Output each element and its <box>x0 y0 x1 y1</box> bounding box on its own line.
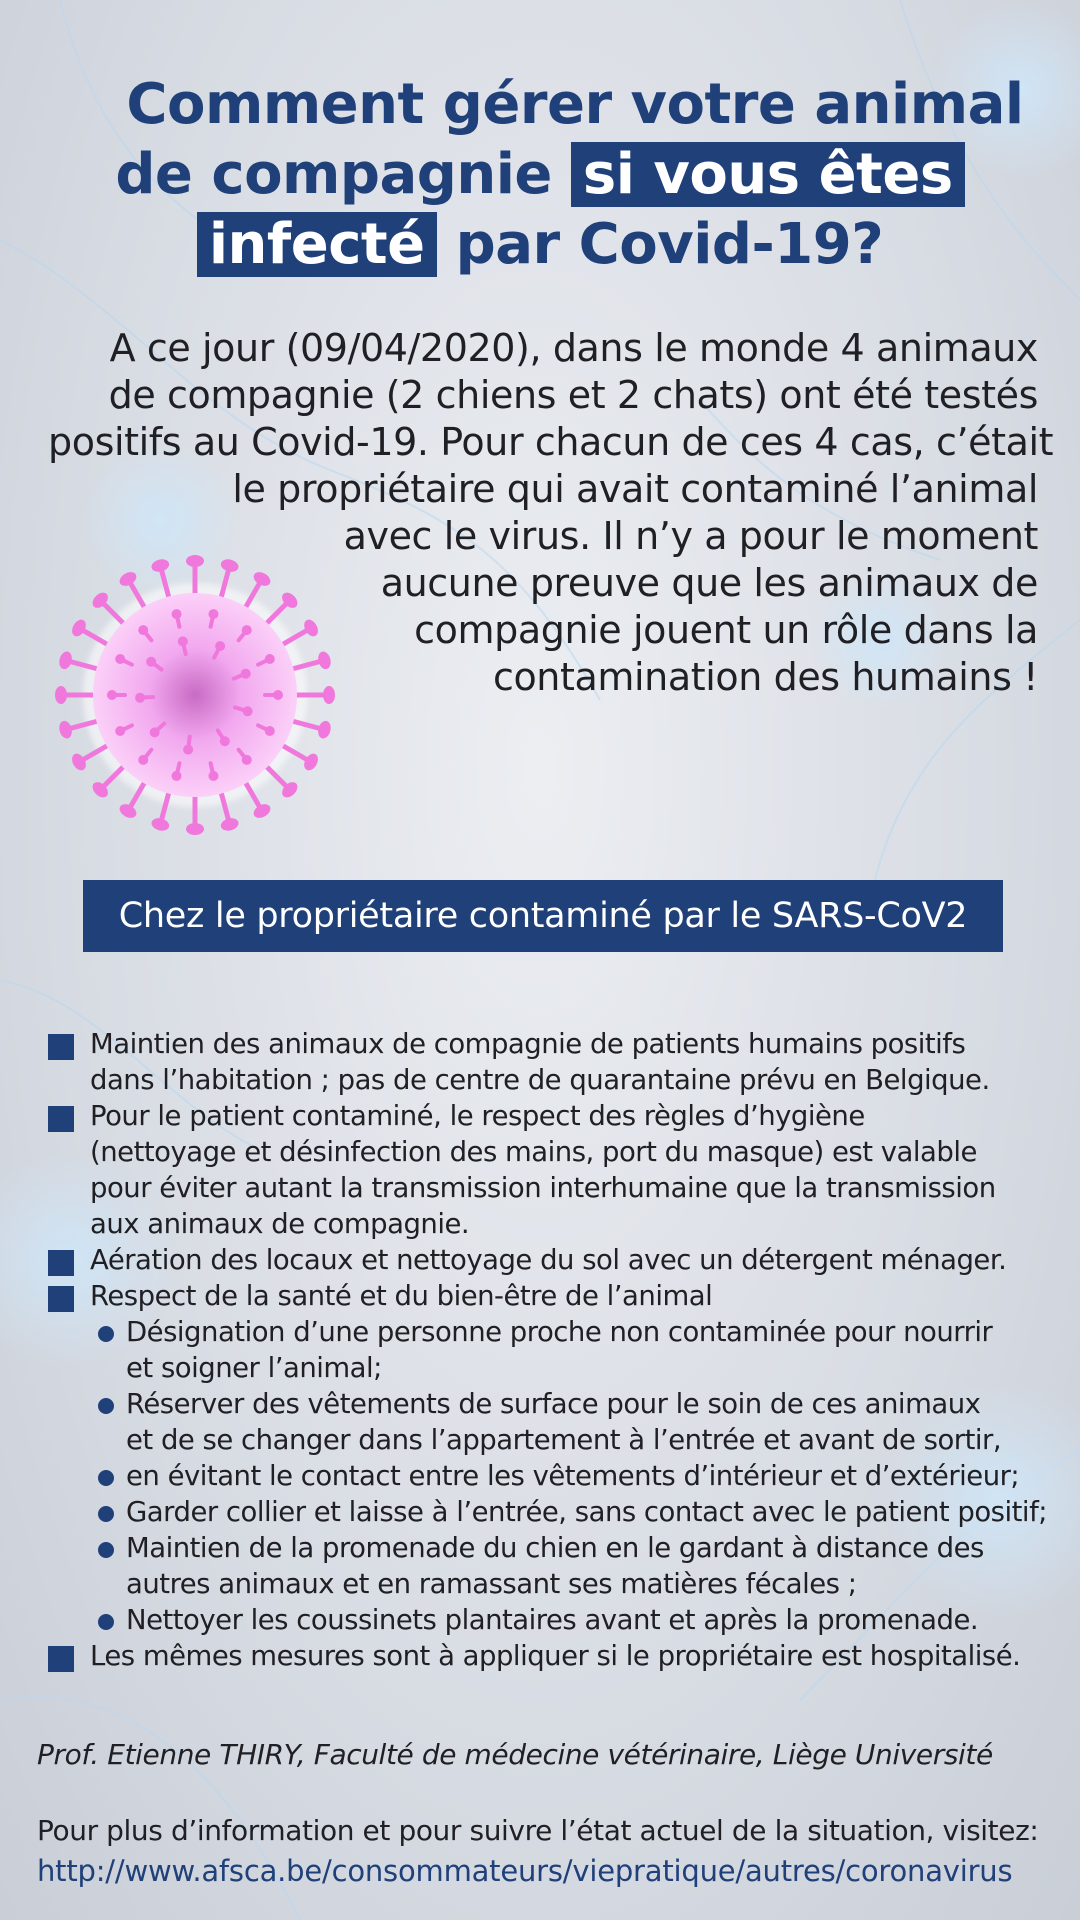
sub-measure-item <box>48 1602 1068 1638</box>
virus-spike-tip <box>316 650 332 670</box>
measure-text: aux animaux de compagnie. <box>90 1208 470 1240</box>
sub-measure-item <box>48 1458 1068 1494</box>
measure-text: Les mêmes mesures sont à appliquer si le propriétaire est hospitalisé. <box>90 1640 1021 1672</box>
title-line-1: Comment gérer votre animal <box>126 72 1024 137</box>
title-highlight-1: si vous êtes <box>571 142 965 207</box>
measure-text: pour éviter autant la transmission interhumaine que la transmission <box>90 1172 996 1204</box>
virus-spike-tip <box>219 557 239 573</box>
measure-text: Pour le patient contaminé, le respect des règles d’hygiène <box>90 1100 865 1132</box>
round-bullet-icon <box>98 1614 114 1630</box>
virus-spike-tip <box>150 557 170 573</box>
virus-spike-tip <box>150 816 170 832</box>
round-bullet-icon <box>98 1506 114 1522</box>
sub-measure-text: et de se changer dans l’appartement à l’entrée et avant de sortir, <box>126 1424 1002 1456</box>
more-info-text: Pour plus d’information et pour suivre l’état actuel de la situation, visitez: <box>37 1814 1039 1847</box>
virus-spike-tip <box>323 686 335 704</box>
virus-spike-tip <box>57 650 73 670</box>
virus-inner-nub <box>172 771 182 781</box>
virus-inner-nub <box>241 669 251 679</box>
virus-inner-nub <box>243 706 253 716</box>
virus-inner-nub <box>172 609 182 619</box>
square-bullet-icon <box>48 1106 74 1132</box>
intro-line: compagnie jouent un rôle dans la <box>414 608 1038 652</box>
virus-spike-tip <box>55 686 67 704</box>
virus-inner-nub <box>107 690 117 700</box>
sub-measure-item <box>48 1314 1068 1386</box>
sub-measure-text: en évitant le contact entre les vêtements d’intérieur et d’extérieur; <box>126 1460 1020 1492</box>
sub-measure-item <box>48 1386 1068 1458</box>
intro-line: de compagnie (2 chiens et 2 chats) ont été testés <box>108 373 1038 417</box>
title-line-3 <box>40 210 1040 280</box>
virus-inner-nub <box>183 745 193 755</box>
title-line-2-plain: de compagnie <box>115 142 552 207</box>
virus-inner-nub <box>146 657 156 667</box>
virus-inner-nub <box>150 727 160 737</box>
virus-spike-tip <box>316 719 332 739</box>
virus-inner-nub <box>265 654 275 664</box>
sub-measure-text: Désignation d’une personne proche non contaminée pour nourrir <box>126 1316 993 1348</box>
virus-inner-nub <box>220 736 230 746</box>
intro-line: aucune preuve que les animaux de <box>380 561 1038 605</box>
virus-inner-nub <box>242 755 252 765</box>
virus-spike-tip <box>117 569 139 588</box>
measure-item <box>48 1242 1068 1278</box>
title-line-3-plain: par Covid-19? <box>455 212 884 277</box>
sub-measure-text: Réserver des vêtements de surface pour le soin de ces animaux <box>126 1388 981 1420</box>
intro-line: A ce jour (09/04/2020), dans le monde 4 animaux <box>109 326 1038 370</box>
square-bullet-icon <box>48 1286 74 1312</box>
square-bullet-icon <box>48 1034 74 1060</box>
virus-spike-tip <box>301 617 320 639</box>
page-title <box>40 70 1040 280</box>
virus-inner-nub <box>215 641 225 651</box>
measure-item <box>48 1026 1068 1098</box>
coronavirus-icon <box>40 540 350 850</box>
measure-text: Respect de la santé et du bien-être de l’animal <box>90 1280 713 1312</box>
square-bullet-icon <box>48 1646 74 1672</box>
sub-measure-text: Garder collier et laisse à l’entrée, sans contact avec le patient positif; <box>126 1496 1048 1528</box>
virus-spike-tip <box>301 751 320 773</box>
virus-inner-nub <box>265 726 275 736</box>
virus-inner-nub <box>135 693 145 703</box>
sub-measure-text: autres animaux et en ramassant ses matières fécales ; <box>126 1568 857 1600</box>
measure-item <box>48 1278 1068 1314</box>
measures-list <box>48 1026 1068 1674</box>
virus-inner-nub <box>273 690 283 700</box>
virus-spike-tip <box>186 823 204 835</box>
sub-measure-text: et soigner l’animal; <box>126 1352 382 1384</box>
virus-spike-tip <box>251 569 273 588</box>
virus-inner-nub <box>208 609 218 619</box>
author-credit: Prof. Etienne THIRY, Faculté de médecine vétérinaire, Liège Université <box>37 1738 993 1771</box>
virus-inner-nub <box>208 771 218 781</box>
section-heading: Chez le propriétaire contaminé par le SARS-CoV2 <box>83 880 1003 952</box>
round-bullet-icon <box>98 1326 114 1342</box>
measure-text: Maintien des animaux de compagnie de patients humains positifs <box>90 1028 966 1060</box>
virus-inner-nub <box>242 625 252 635</box>
sub-measure-text: Maintien de la promenade du chien en le gardant à distance des <box>126 1532 984 1564</box>
virus-spike-tip <box>219 816 239 832</box>
intro-line: avec le virus. Il n’y a pour le moment <box>343 514 1038 558</box>
virus-inner-nub <box>115 654 125 664</box>
measure-text: dans l’habitation ; pas de centre de quarantaine prévu en Belgique. <box>90 1064 990 1096</box>
round-bullet-icon <box>98 1542 114 1558</box>
round-bullet-icon <box>98 1470 114 1486</box>
virus-spike-tip <box>57 719 73 739</box>
virus-spike-tip <box>186 555 204 567</box>
sub-measure-item <box>48 1530 1068 1602</box>
intro-line: positifs au Covid-19. Pour chacun de ces 4 cas, c’était <box>48 420 1054 464</box>
virus-spike-tip <box>117 801 139 820</box>
measure-item <box>48 1638 1068 1674</box>
sub-measure-text: Nettoyer les coussinets plantaires avant et après la promenade. <box>126 1604 979 1636</box>
title-highlight-2: infecté <box>197 212 437 277</box>
sub-measure-item <box>48 1494 1068 1530</box>
afsca-link[interactable]: http://www.afsca.be/consommateurs/viepratique/autres/coronavirus <box>37 1854 1013 1888</box>
measure-text: (nettoyage et désinfection des mains, port du masque) est valable <box>90 1136 977 1168</box>
measure-text: Aération des locaux et nettoyage du sol avec un détergent ménager. <box>90 1244 1007 1276</box>
square-bullet-icon <box>48 1250 74 1276</box>
virus-spike-tip <box>69 751 88 773</box>
virus-spike-tip <box>69 617 88 639</box>
measure-item <box>48 1098 1068 1242</box>
virus-inner-nub <box>115 726 125 736</box>
virus-spike-tip <box>251 801 273 820</box>
round-bullet-icon <box>98 1398 114 1414</box>
virus-inner-nub <box>138 755 148 765</box>
intro-line: le propriétaire qui avait contaminé l’animal <box>232 467 1038 511</box>
intro-line: contamination des humains ! <box>492 655 1038 699</box>
virus-inner-nub <box>138 625 148 635</box>
title-line-2 <box>40 140 1040 210</box>
virus-inner-nub <box>178 636 188 646</box>
